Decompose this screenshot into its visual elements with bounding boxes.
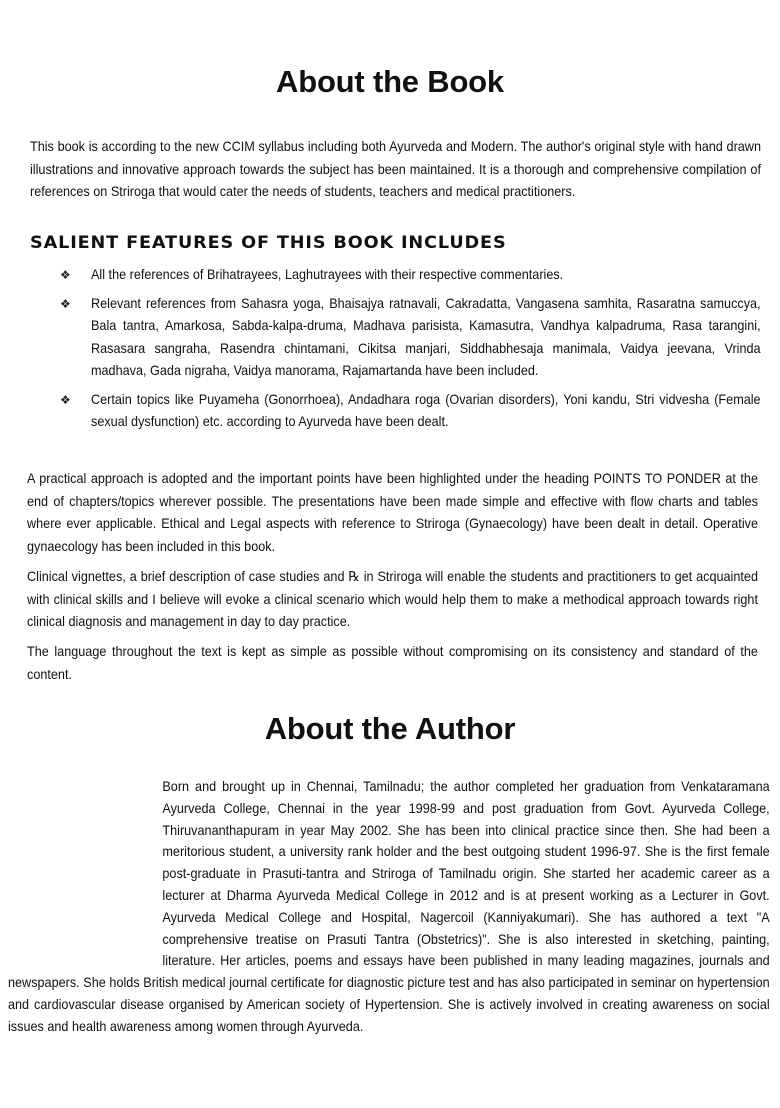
author-bio-block	[8, 776, 770, 1038]
about-book-title: About the Book	[276, 64, 504, 99]
about-author-title: About the Author	[264, 711, 516, 746]
diamond-bullet-icon: ❖	[60, 296, 71, 311]
language-paragraph: The language throughout the text is kept as simple as possible without compromising on its consistency and standard of the content.	[27, 644, 758, 682]
clinical-vignettes-paragraph: Clinical vignettes, a brief description of case studies and ℞ in Striroga will enable the students and practitioners to get acquainted with clinical skills and I believe will evoke a clinical scenario which would help them to make a methodical approach towards right clinical diagnosis and management in day to day practice.	[27, 569, 758, 629]
feature-text: Certain topics like Puyameha (Gonorrhoea), Andadhara roga (Ovarian disorders), Yoni kandu, Stri vidvesha (Female sexual dysfunction) etc. according to Ayurveda have been dealt.	[91, 391, 761, 429]
diamond-bullet-icon: ❖	[60, 268, 71, 282]
features-list	[58, 264, 760, 434]
feature-text: Relevant references from Sahasra yoga, Bhaisajya ratnavali, Cakradatta, Vangasena samhita, Rasaratna samuccya, Bala tantra, Amarkosa, Sabda-kalpa-druma, Madhava parisista, Kamasutra, Vandhya kalpadruma, Rasa tarangini, Rasasara sangraha, Rasendra chintamani, Cikitsa manjari, Siddhabhesaja manimala, Vaidya jeevana, Vrinda madhava, Gada nigraha, Vaidya manorama, Rajamartanda have been included.	[91, 295, 761, 378]
feature-item	[58, 293, 760, 383]
book-intro-paragraph: This book is according to the new CCIM syllabus including both Ayurveda and Modern. The author's original style with hand drawn illustrations and innovative approach towards the subject has been maintained. It is a thorough and comprehensive compilation of references on Striroga that would cater the needs of students, teachers and medical practitioners.	[30, 139, 761, 199]
diamond-bullet-icon: ❖	[60, 392, 71, 407]
salient-features-heading: SALIENT FEATURES OF THIS BOOK INCLUDES	[30, 233, 507, 252]
feature-item	[58, 264, 760, 287]
author-bio-paragraph: Born and brought up in Chennai, Tamilnadu; the author completed her graduation from Venkataramana Ayurveda College, Chennai in the year 1998-99 and post graduation from Govt. Ayurveda College, Thiruvananthapuram in year May 2002. She has been into clinical practice since then. She had been a meritorious student, a university rank holder and the best outgoing student 1996-97. She is the first female post-graduate in Prasuti-tantra and Striroga of Tamilnadu origin. She started her academic career as a lecturer at Dharma Ayurveda Medical College in 2012 and is at present working as a Lecturer in Govt. Ayurveda Medical College and Hospital, Nagercoil (Kanniyakumari). She has authored a text "A comprehensive treatise on Prasuti Tantra (Obstetrics)". She is also interested in sketching, painting, literature. Her articles, poems and essays have been published in many leading magazines, journals and newspapers. She holds British medical journal certificate for diagnostic picture test and has also participated in seminar on hypertension and cardiovascular disease organised by American society of Hypertension. She is actively involved in creating awareness on social issues and health awareness among women through Ayurveda.	[8, 779, 770, 1034]
feature-text: All the references of Brihatrayees, Laghutrayees with their respective commentaries.	[91, 267, 564, 282]
feature-item	[58, 389, 760, 434]
practical-approach-paragraph: A practical approach is adopted and the important points have been highlighted under the heading POINTS TO PONDER at the end of chapters/topics wherever possible. The presentations have been made simple and effective with flow charts and tables where ever applicable. Ethical and Legal aspects with reference to Striroga (Gynaecology) have been dealt in detail. Operative gynaecology has been included in this book.	[27, 471, 758, 554]
